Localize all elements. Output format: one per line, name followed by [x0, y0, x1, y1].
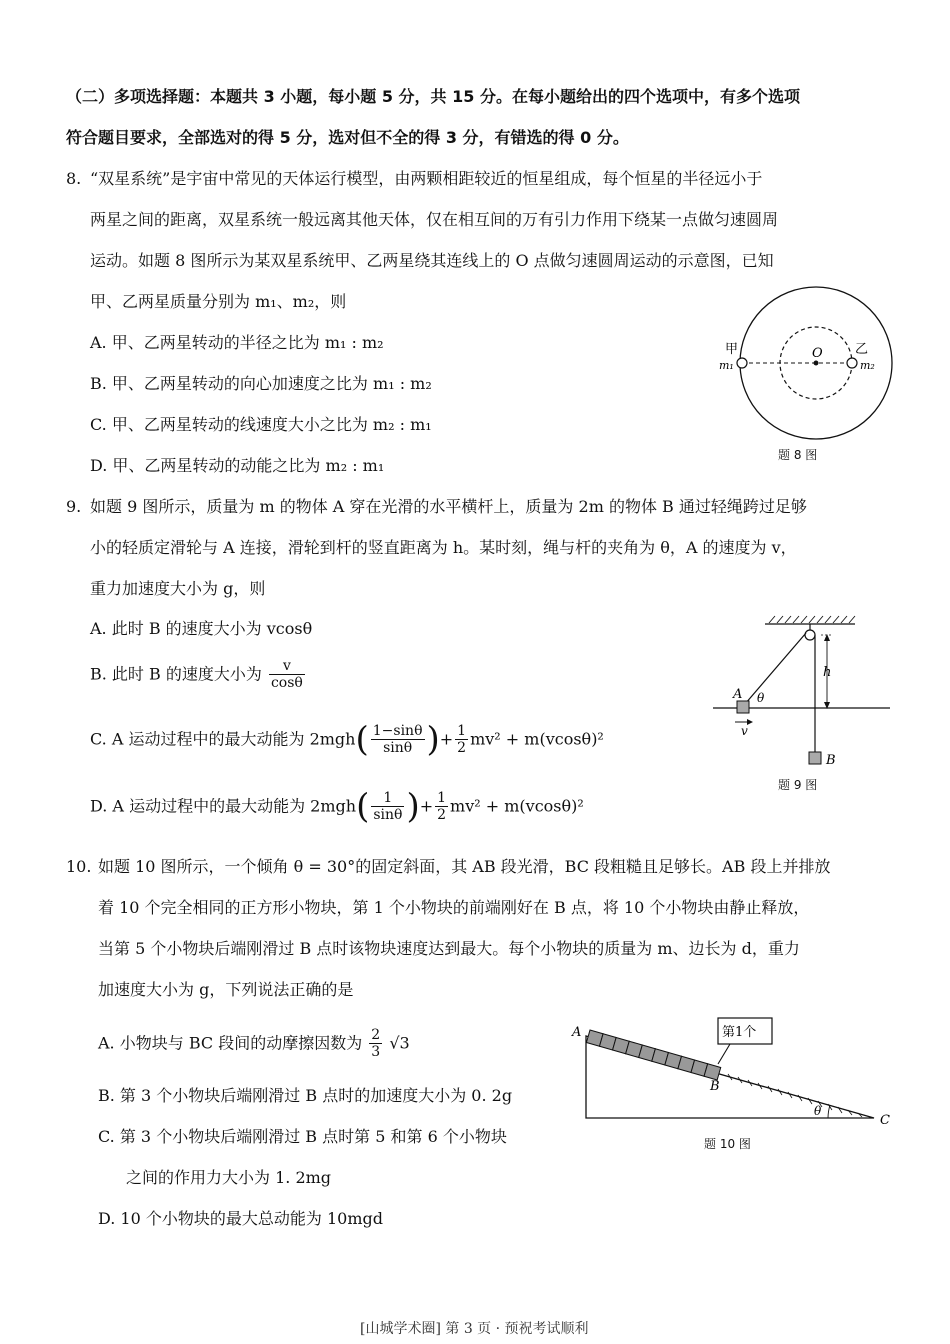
fraction-denominator: sinθ — [373, 807, 403, 823]
q10-option-a[interactable] — [98, 1027, 410, 1060]
q9-option-c-tail: mv² + m(vcosθ)² — [470, 729, 604, 749]
label-h: h — [823, 665, 832, 680]
label-B: B — [710, 1079, 720, 1094]
q10-option-a-sqrt: √3 — [389, 1033, 410, 1053]
q8-stem-line1: “双星系统”是宇宙中常见的天体运行模型，由两颗相距较近的恒星组成，每个恒星的半径远小于 — [90, 169, 763, 188]
label-m2: m₂ — [860, 359, 875, 372]
label-C: C — [880, 1113, 890, 1127]
q10-figure-caption: 题 10 图 — [704, 1137, 751, 1151]
q9-figure-pulley — [705, 612, 895, 772]
q9-option-a[interactable]: A. 此时 B 的速度大小为 vcosθ — [90, 619, 313, 638]
q9-option-c-text: C. A 运动过程中的最大动能为 2mgh — [90, 729, 356, 749]
rope-to-A — [745, 633, 806, 704]
q9-option-b[interactable] — [90, 658, 307, 691]
q8-stem-line3: 运动。如题 8 图所示为某双星系统甲、乙两星绕其连线上的 O 点做匀速圆周运动的示意图，已知 — [90, 251, 774, 270]
q10-option-d[interactable]: D. 10 个小物块的最大总动能为 10mgd — [98, 1209, 383, 1228]
label-A: A — [572, 1025, 582, 1040]
star-yi — [847, 358, 857, 368]
q9-option-d[interactable]: D. A 运动过程中的最大动能为 2mgh( $\frac{1}{\sin\theta}$ )+ $\frac{1}{2}$ mv² + m(vcosθ)² — [90, 786, 584, 827]
section-header-line1: （二）多项选择题：本题共 3 小题，每小题 5 分，共 15 分。在每小题给出的四个选项中，有多个选项 — [66, 87, 800, 106]
q10-figure-incline — [568, 1012, 898, 1127]
fraction-denominator: sinθ — [383, 740, 413, 756]
ceiling-hatch — [769, 616, 855, 623]
blocks — [586, 1030, 720, 1080]
q9-option-d-fraction — [371, 790, 404, 823]
block-A — [737, 701, 749, 713]
half-denominator: 2 — [457, 740, 467, 756]
half-numerator: 1 — [437, 790, 447, 806]
q8-stem-line4: 甲、乙两星质量分别为 m₁、m₂，则 — [90, 292, 347, 311]
label-theta: θ — [757, 691, 765, 705]
q10-option-a-fraction — [369, 1027, 382, 1060]
q9-option-c[interactable]: C. A 运动过程中的最大动能为 2mgh( $\frac{1-\sin\theta}{\sin\theta}$ )+ $\frac{1}{2}$ mv² + m(vcosθ)² — [90, 719, 604, 760]
fraction-numerator: 1 — [371, 790, 404, 807]
q8-figure-caption: 题 8 图 — [778, 448, 818, 462]
half-denominator: 2 — [437, 807, 447, 823]
q9-stem-line2: 小的轻质定滑轮与 A 连接，滑轮到杆的竖直距离为 h。某时刻，绳与杆的夹角为 θ，A 的速度为 v， — [90, 538, 797, 557]
fraction-denominator: cosθ — [270, 675, 303, 691]
q9-option-d-text: D. A 运动过程中的最大动能为 2mgh — [90, 796, 357, 816]
half-numerator: 1 — [457, 723, 467, 739]
q8-option-c[interactable]: C. 甲、乙两星转动的线速度大小之比为 m₂ : m₁ — [90, 415, 432, 434]
q9-option-c-fraction — [371, 723, 425, 756]
q9-number: 9. — [66, 497, 82, 516]
q10-option-c[interactable]: C. 第 3 个小物块后端刚滑过 B 点时第 5 和第 6 个小物块 — [98, 1127, 507, 1146]
q10-stem-line3: 当第 5 个小物块后端刚滑过 B 点时该物块速度达到最大。每个小物块的质量为 m、边长为 d，重力 — [98, 939, 800, 958]
fraction-numerator: 2 — [371, 1027, 381, 1043]
q10-stem-line2: 着 10 个完全相同的正方形小物块，第 1 个小物块的前端刚好在 B 点，将 10 个小物块由静止释放， — [98, 898, 810, 917]
fraction-numerator: 1−sinθ — [372, 723, 423, 739]
q8-figure-binary-star — [705, 285, 905, 445]
q9-stem-line1: 如题 9 图所示，质量为 m 的物体 A 穿在光滑的水平横杆上，质量为 2m 的物体 B 通过轻绳跨过足够 — [90, 497, 807, 516]
label-m1: m₁ — [719, 359, 734, 372]
fraction-numerator: v — [269, 658, 305, 675]
q8-number: 8. — [66, 169, 82, 188]
q8-stem-line2: 两星之间的距离，双星系统一般远离其他天体，仅在相互间的万有引力作用下绕某一点做匀速圆周 — [90, 210, 779, 229]
fraction-denominator: 3 — [371, 1044, 381, 1060]
q10-option-b[interactable]: B. 第 3 个小物块后端刚滑过 B 点时的加速度大小为 0. 2g — [98, 1086, 513, 1105]
q10-option-c-line2: 之间的作用力大小为 1. 2mg — [126, 1168, 332, 1187]
label-theta: θ — [814, 1104, 822, 1118]
q9-option-c-half — [455, 723, 468, 756]
label-O: O — [812, 346, 823, 361]
q8-option-b[interactable]: B. 甲、乙两星转动的向心加速度之比为 m₁ : m₂ — [90, 374, 432, 393]
q10-stem-line4: 加速度大小为 g，下列说法正确的是 — [98, 980, 354, 999]
q10-stem-line1: 如题 10 图所示，一个倾角 θ = 30°的固定斜面，其 AB 段光滑，BC 段粗糙且足够长。AB 段上并排放 — [98, 857, 831, 876]
label-A: A — [733, 687, 743, 702]
section-header-line2: 符合题目要求，全部选对的得 5 分，选对但不全的得 3 分，有错选的得 0 分。 — [66, 128, 629, 147]
q10-option-a-text: A. 小物块与 BC 段间的动摩擦因数为 — [98, 1033, 363, 1053]
page-footer: [山城学术圈] 第 3 页 · 预祝考试顺利 — [360, 1321, 589, 1337]
q9-option-b-text: B. 此时 B 的速度大小为 — [90, 664, 262, 684]
center-point — [814, 361, 819, 366]
q9-figure-caption: 题 9 图 — [778, 778, 818, 792]
q9-option-d-half — [435, 790, 448, 823]
pulley — [805, 630, 815, 640]
label-yi: 乙 — [855, 342, 869, 357]
q9-stem-line3: 重力加速度大小为 g，则 — [90, 579, 266, 598]
q9-option-d-tail: mv² + m(vcosθ)² — [450, 796, 584, 816]
label-B: B — [826, 753, 836, 768]
star-jia — [737, 358, 747, 368]
block-B — [809, 752, 821, 764]
label-jia: 甲 — [725, 342, 739, 357]
callout-label: 第1个 — [722, 1025, 757, 1040]
callout-pointer — [718, 1044, 730, 1064]
q8-option-d[interactable]: D. 甲、乙两星转动的动能之比为 m₂ : m₁ — [90, 456, 385, 475]
q8-option-a[interactable]: A. 甲、乙两星转动的半径之比为 m₁ : m₂ — [90, 333, 384, 352]
q10-number: 10. — [66, 857, 92, 876]
q9-option-b-fraction — [269, 658, 305, 691]
angle-arc — [828, 1105, 830, 1118]
label-v: v — [741, 724, 748, 738]
